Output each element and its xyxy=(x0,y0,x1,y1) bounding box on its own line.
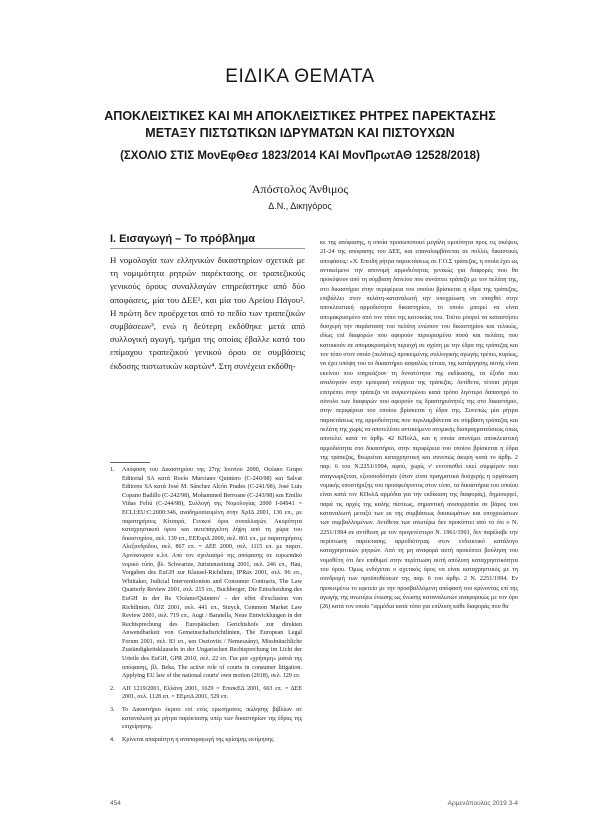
footnote xyxy=(110,466,302,681)
footnote xyxy=(110,706,302,732)
footnote-number: 2. xyxy=(110,685,115,692)
footnote-text: ΑΠ 1219/2001, Ελλάνη 2001, 1629 = ΕπισκΕΔ 2001, 663 επ. = ΔΕΕ 2001, σελ. 1128 επ. = ΕΕμπΔ 2001, 529 επ. xyxy=(122,685,302,701)
footnote-text: Κρίνεται απαραίτητη η αναπαραγωγή της κρίσιμης εκτίμησης xyxy=(122,736,274,743)
footnote-number: 4. xyxy=(110,736,115,743)
footnote-number: 1. xyxy=(110,467,115,473)
intro-paragraph: Η νομολογία των ελληνικών δικαστηρίων σχετικά με τη νομιμότητα ρητρών παρέκτασης σε τραπεζικούς γενικούς όρους συναλλαγών επηρεάστηκε από δύο αποφάσεις, μία του ΔΕΕ¹, και μία του Αρείου Πάγου². Η πρώτη δεν προέρχεται από το πεδίο των τραπεζικών συμβάσεων³, ενώ η δεύτερη εκδόθηκε μετά από συλλογική αγωγή, τμήμα της οποίας έβαλλε κατά του επίμαχου τραπεζικού γενικού όρου σε συμβάσεις έκδοσης πιστωτικών καρτών⁴. Στη συνέχεια εκδόθη- xyxy=(110,255,305,371)
right-column xyxy=(320,238,518,612)
footnote xyxy=(110,685,302,702)
footnote-text: Το Δικαστήριο έκρινε επί ενός ερωτήματος πώλησης βιβλίων σε καταναλωτή με ρήτρα παρέκτασης υπέρ των δικαστηρίων της έδρας της επιχείρησης. xyxy=(122,707,302,731)
section-title: ΕΙΔΙΚΑ ΘΕΜΑΤΑ xyxy=(225,66,375,87)
author-role: Δ.Ν., Δικηγόρος xyxy=(268,201,332,211)
footnote-text: Απόφαση του Δικαστηρίου της 27ης Ιουνίου 2000, Océano Grupo Editorial SA κατά Rocío Murciano Quintero (C-240/98) και Salvat Editores SA κατά José M. Sánchez Alcón Prades (C-241/98), José Luis Copano Badillo (C-242/98), Mohammed Berroane (C-243/98) και Emilio Viñas Feliú (C-244/98), Συλλογή της Νομολογίας 2000 I-04941 = ECLI:EU:C:2000:346, αναδημοσιευμένη στην ΧρΙΔ 2001, 136 επ., με παρατηρήσεις Κίτσαρά, Γενικοί όροι συναλλαγών. Ακυρότητα καταχρηστικού όρου και αυτεπάγγελτη λήψη από τη χώρα του δικαστηρίου, σελ. 139 επ., ΕΕΕυρΔ 2000, σελ. 861 επ., με παρατηρήσεις Αλεξανδρίδου, σελ. 867 επ. = ΔΕΕ 2000, σελ. 1115 επ. με παρατ. Αρνόκουρου κ.λπ. Από τον σχολιασμό της απόφασης σε ευρωπαϊκό νομικό τύπο, βλ. Schwartze, Juristenzeitung 2001, σελ. 246 επ., Hau, Vorgaben des EuGH zur Klausel-Richtlinie, IPRax 2001, σελ. 96 επ., Whittaker, Judicial Interventionism and Consumer Contracts, The Law Quarterly Review 2001, σελ. 215 επ., Buchberger, Die Entscheidung des EuGH in der Rs 'Océano/Quintero' - der effet d'exclusion von Richtlinien, ÖJZ 2001, σελ. 441 επ., Stuyck, Common Market Law Review 2001, σελ. 719 επ., Augi / Baratella, Neue Entwicklungen in der Rechtsprechung des Europäischen Gerichtshofs zur direkten Anwendbarkeit von Gemeinschaftsrichtlinien, The European Legal Forum 2001, σελ. 83 επ., και Osztovits / Nemeszányi, Missbräuchliche Zuständigkeitsklauseln in der Ungarischen Rechtsprechung im Licht der Urteile des EuGH, GPR 2010, σελ. 22 επ. Για μια «χρήσιμη» ματιά της απόφασης, βλ. Beka, The active role of courts in consumer litigation. Applying EU law of the national courts' own motion (2018), σελ. 129 επ. xyxy=(122,467,302,680)
footnote xyxy=(110,736,302,745)
right-paragraph: κε της απόφασης, η οποία προσωποποιεί μεγάλη ομοιότητα προς τις σκέψεις 21-24 της απόφασης του ΔΕΕ, και επαναλαμβάνεται σε πολλές δικαστικές αποφάσεις: «Χ. Επειδή ρήτρα παρεκτάσεως σε Γ.Ο.Σ τράπεζας, η οποία έχει ως αντικείμενο την απονομή αρμοδιότητας γενικώς για διαφορές που θα προκύψουν από τη σύμβαση δανείου που συνάπτει τράπεζα με τον πελάτη της, στο δικαστήριο στην περιφέρεια του οποίου βρίσκεται η έδρα της τράπεζας, επιβάλλει στον πελάτη-καταναλωτή την υποχρέωση να υπαχθεί στην αποκλειστική αρμοδιότητα δικαστηρίου, το οποίο μπορεί να είναι απομακρυσμένο από τον τόπο της κατοικίας του. Τούτο μπορεί να καταστήσει δυσχερή την παράσταση του πελάτη ενώπιον του δικαστηρίου και τελικώς, ιδίως επί διαφορών που αφορούν περιορισμένα ποσά και πελάτες που κατοικούν σε απομακρυσμένη περιοχή σε σχέση με την έδρα της τράπεζας και τον τόπο στον οποίο (πελάτες) προκειμένης συλλογικής αγωγής τρέπει, κυρίως, να έχει υπόψη του το δικαστήριο ασφαλώς τέτοια, της κατάργησης αυτής είναι εκείνου που επηρεάζουν τη δυνατότητα της εκδίκασης, τα έξοδα που αναλογούν στην εμπορική ενέργεια της τράπεζας. Αντίθετα, τέτοια ρήτρα επιτρέπει στην τράπεζα να συγκεντρώνει κατά τρόπο λιγότερο δαπανηρό το σύνολο των διαφορών που αφορούν τις δραστηριότητές της στο δικαστήριο, στην περιφέρεια του οποίου βρίσκεται η έδρα της. Συνεπώς μία ρήτρα παρεκτάσεως της αρμοδιότητας που περιλαμβάνεται σε σύμβαση τράπεζας και πελάτη της χωρίς να αποτελέσει αντικείμενο ατομικής διαπραγματεύσεως όπως αποτελεί κατά το άρθρ. 42 ΚΠολΔ, και η οποία απονέμει αποκλειστική αρμοδιότητα στο δικαστήριο, στην περιφέρεια του οποίου βρίσκεται η έδρα της τράπεζας, θεωρείται καταχρηστική και συνεπώς άκυρη κατά το άρθρ. 2 παρ. 6 του Ν.2251/1994, αφού, χωρίς ν' εντοπισθεί εκεί συμφέρον που αναγνωρίζεται, εξουσιοδότησε (όταν είναι πραγματικά δυσχερής η οργάνωση νομικής υποστήριξης του προσφεύγοντος στον τόπο, τα δικαστήρια του οποίου είναι κατά τον ΚΠολΔ αρμόδια για την εκδίκαση της διαφοράς), δημιουργεί, παρά τις αρχές της καλής πίστεως, σημαντική ανισορροπία σε βάρος του καταναλωτή μεταξύ των εκ της συμβάσεως δικαιωμάτων και υποχρεώσεων των συμβαλλομένων. Αντίθετα των ανωτέρω δεν προκύπτει από το ότι ο Ν. 2251/1994 σε αντίθεση με τον προγενέστερο Ν. 1961/1991, δεν παρέλαβε την περίπτωση παρέκτασης αρμοδιότητας στον ενδεικτικό κατάλογο καταχρηστικών ρητρών. Από τη μη αναφορά αυτή προκύπτει βούληση του νομοθέτη ότι δεν επιθυμεί στην περίπτωση αυτή απόλυτη καταχρηστικότητα του όρου. Όμως ενδέχεται ο σχετικός όρος να είναι καταχρηστικός με τη συνδρομή των προϋποθέσεων της παρ. 6 του άρθρ. 2 Ν. 2251/1994. Εν προκειμένω το εφετείο με την προσβαλλόμενη απόφασή του κρίνοντας επί της αγωγής της ανωτέρω ένωσης ως ένωσης καταναλωτών αναφορικώς με τον όρο (26) κατά τον οποίο "αρμόδια κατά τόπο για επίλυση κάθε διαφοράς που θα xyxy=(320,239,518,611)
page-number: 454 xyxy=(110,800,121,807)
left-column xyxy=(110,233,305,373)
article-title xyxy=(40,108,560,142)
right-column-text xyxy=(320,238,518,612)
title-line-1: ΑΠΟΚΛΕΙΣΤΙΚΕΣ ΚΑΙ ΜΗ ΑΠΟΚΛΕΙΣΤΙΚΕΣ ΡΗΤΡΕΣ ΠΑΡΕΚΤΑΣΗΣ xyxy=(104,109,496,123)
footnote-separator xyxy=(110,462,150,463)
title-line-2: ΜΕΤΑΞΥ ΠΙΣΤΩΤΙΚΩΝ ΙΔΡΥΜΑΤΩΝ ΚΑΙ ΠΙΣΤΟΥΧΩΝ xyxy=(145,126,455,140)
journal-footer: Αρμενόπουλος 2019 3-4 xyxy=(447,800,518,807)
author-name: Απόστολος Άνθιμος xyxy=(251,182,349,196)
section-heading: I. Εισαγωγή – Το πρόβλημα xyxy=(110,233,305,249)
article-subtitle: (ΣΧΟΛΙΟ ΣΤΙΣ ΜονΕφΘεσ 1823/2014 ΚΑΙ ΜονΠρωτΑΘ 12528/2018) xyxy=(120,150,480,162)
footnotes xyxy=(110,466,302,748)
footnote-number: 3. xyxy=(110,707,115,714)
